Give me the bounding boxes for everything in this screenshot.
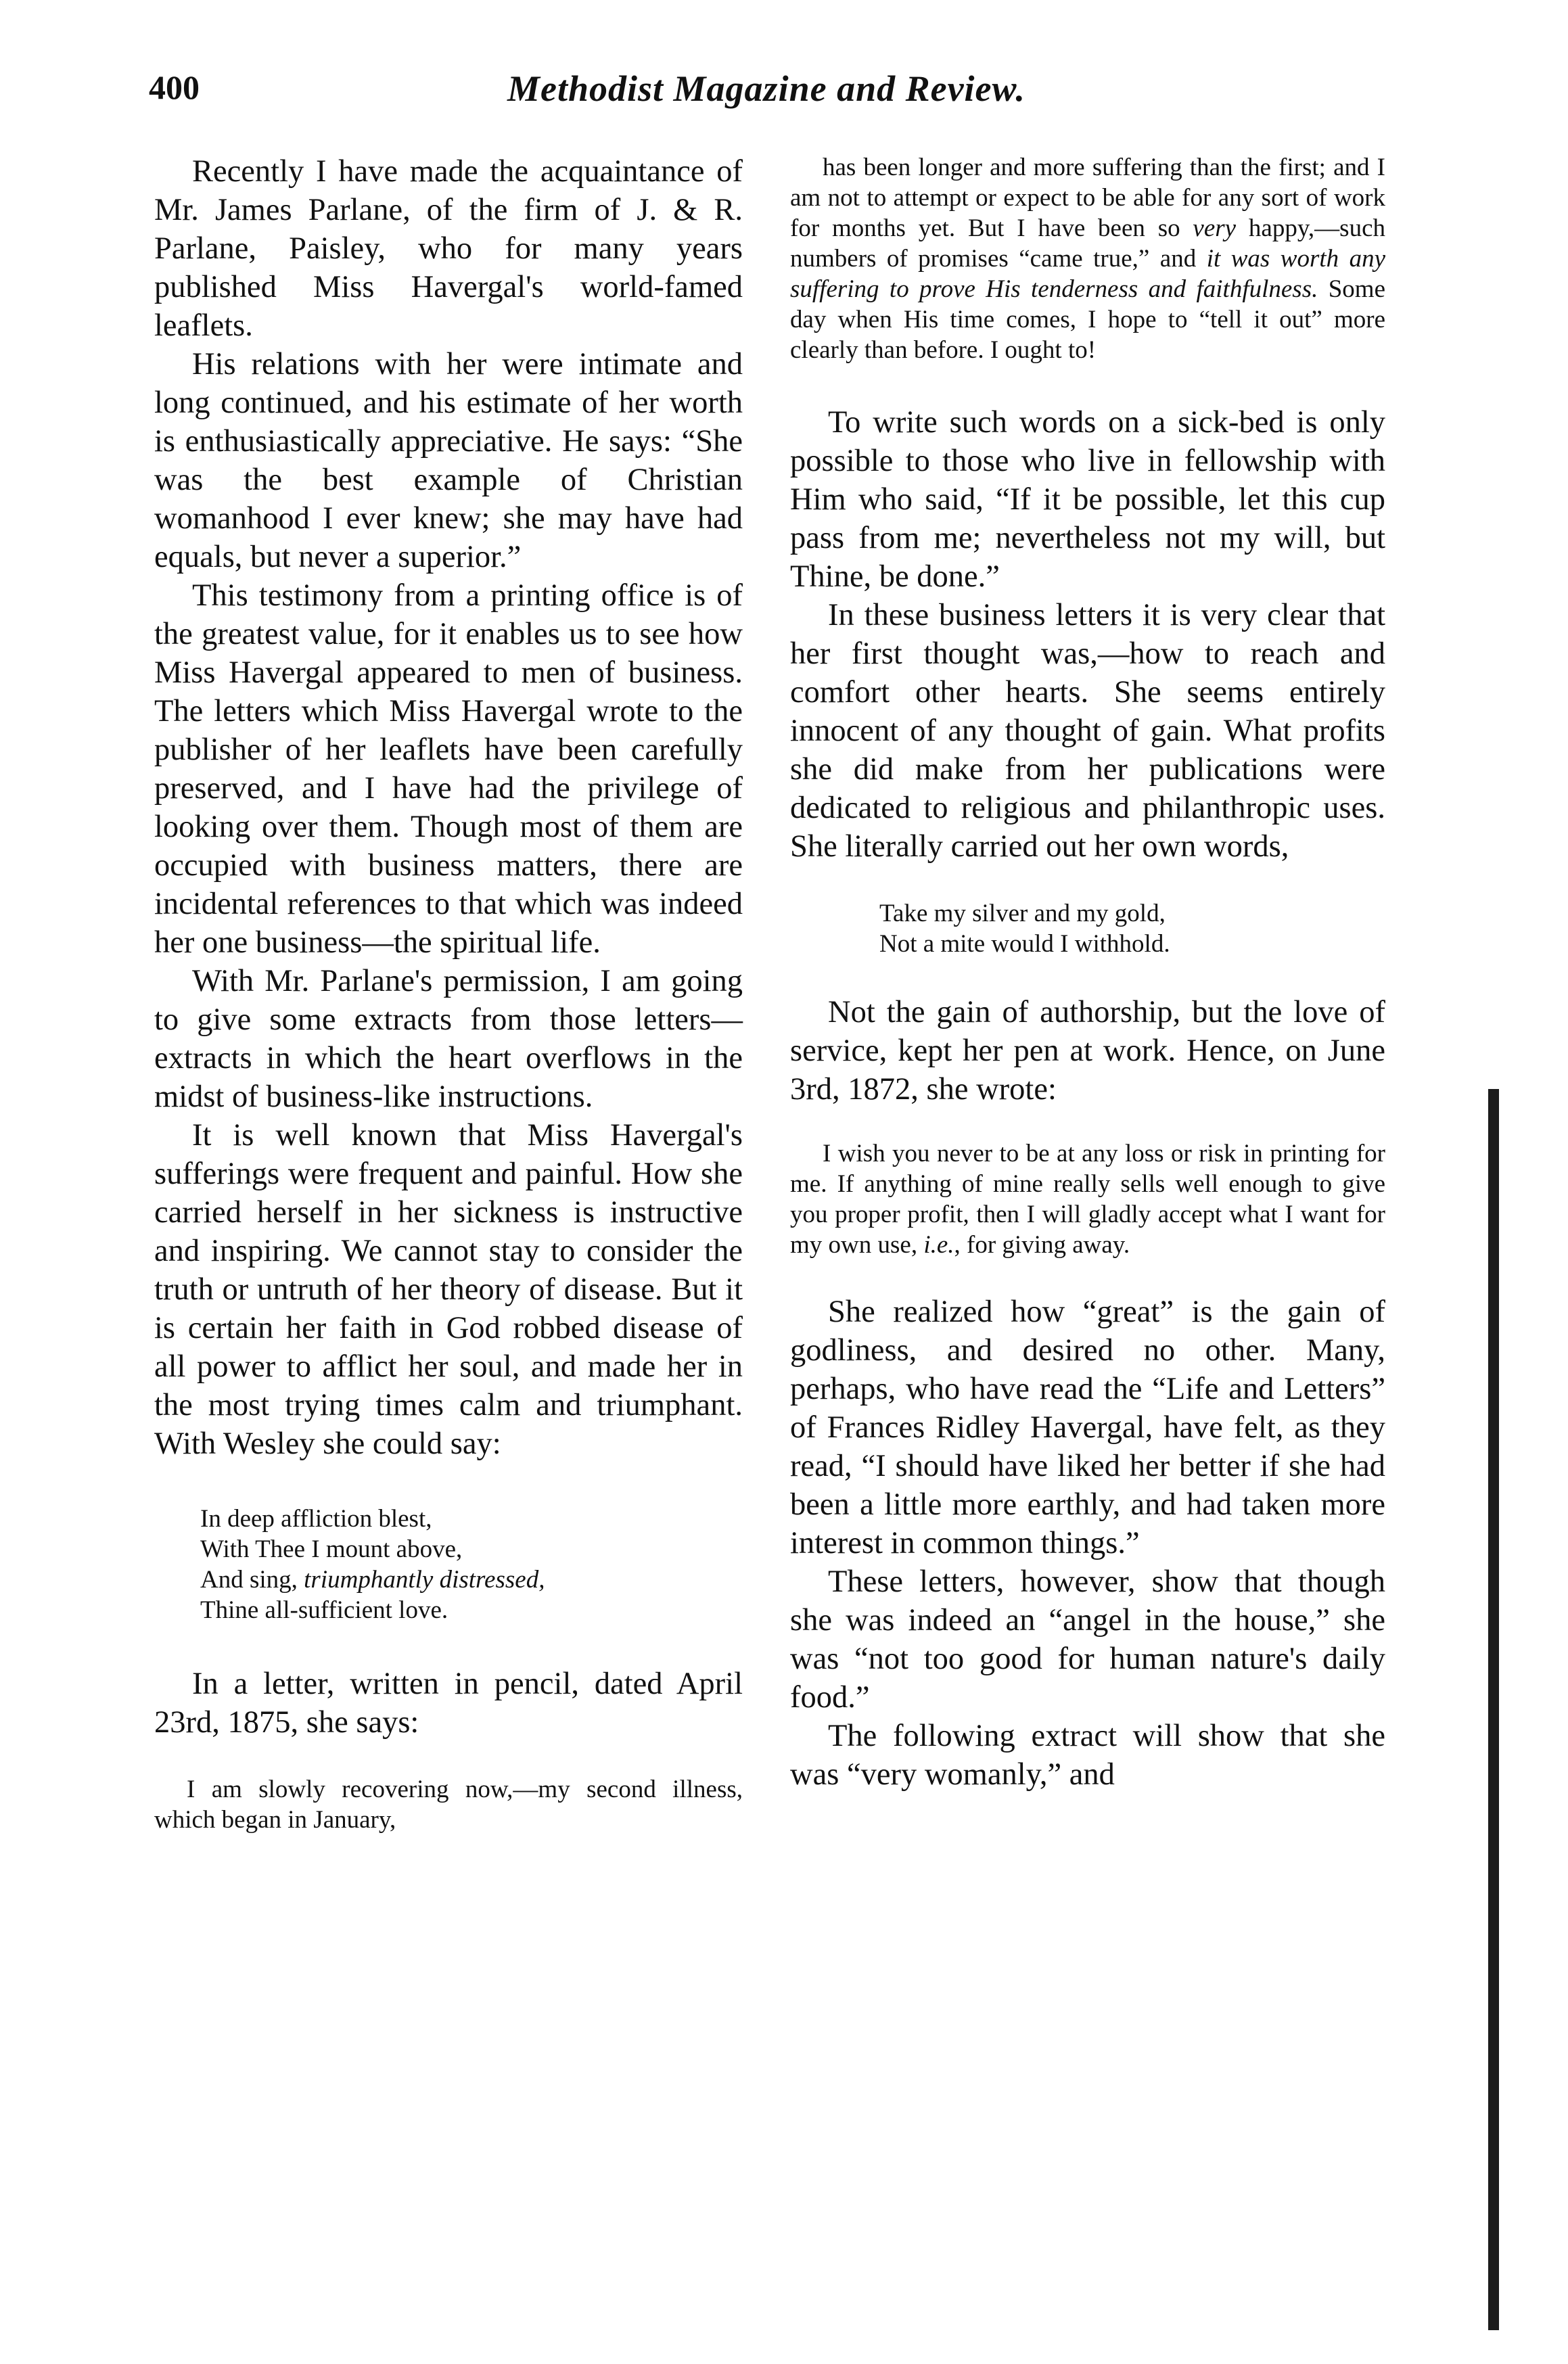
letter-extract: I am slowly recovering now,—my second illness, which began in January,: [154, 1776, 743, 1834]
letter-extract: [790, 1138, 1385, 1260]
paragraph: With Mr. Parlane's permission, I am going to give some extracts from those letters—extracts in which the heart overflows in the midst of business-like instructions.: [154, 964, 743, 1114]
paragraph: In these business letters it is very clear that her first thought was,—how to reach and comfort other hearts. She seems entirely innocent of any thought of gain. What profits she did make from her publications were dedicated to religious and philanthropic uses. She literally carried out her own words,: [790, 598, 1385, 864]
running-head: Methodist Magazine and Review.: [507, 68, 1026, 109]
margin-rule: [1488, 1089, 1499, 2330]
right-column: [790, 152, 1385, 1794]
verse-text: And sing,: [200, 1566, 304, 1594]
letter-italic-text: i.e.: [923, 1231, 954, 1259]
paragraph: The following extract will show that she was “very womanly,” and: [790, 1719, 1385, 1792]
verse-line: Take my silver and my gold,: [879, 900, 1166, 927]
letter-text: I wish you never to be at any loss or risk in printing for me. If anything of mine really sells well enough to give you proper profit, then I will gladly accept what I want for my own use,: [790, 1140, 1385, 1259]
paragraph: This testimony from a printing office is of the greatest value, for it enables us to see how Miss Havergal appeared to men of business. The letters which Miss Havergal wrote to the publisher of her leaflets have been carefully preserved, and I have had the privilege of looking over them. Though most of them are occupied with business matters, there are incidental references to that which was indeed her one business—the spiritual life.: [154, 578, 743, 960]
letter-text: Some day when His time comes, I hope to “tell it out” more clearly than before. I ought to!: [790, 275, 1385, 364]
paragraph: These letters, however, show that though she was indeed an “angel in the house,” she was “not too good for human nature's daily food.”: [790, 1565, 1385, 1715]
letter-text: , for giving away.: [954, 1231, 1130, 1259]
verse-italic-text: triumphantly distressed,: [304, 1566, 545, 1594]
letter-text: happy,—such numbers of promises “came true,” and: [790, 214, 1385, 273]
verse-quote: [879, 898, 1385, 959]
verse-quote: [200, 1504, 743, 1625]
verse-line: With Thee I mount above,: [200, 1535, 463, 1563]
page-header: [149, 68, 1109, 129]
paragraph: To write such words on a sick-bed is only possible to those who live in fellowship with Him who said, “If it be possible, let this cup pass from me; nevertheless not my will, but Thine, be done.”: [790, 405, 1385, 594]
verse-line: [200, 1565, 743, 1595]
letter-italic-text: very: [1193, 214, 1237, 242]
verse-line: Thine all-sufficient love.: [200, 1596, 448, 1624]
left-column: [154, 152, 743, 1835]
paragraph: Not the gain of authorship, but the love of service, kept her pen at work. Hence, on June 3rd, 1872, she wrote:: [790, 995, 1385, 1107]
paragraph: In a letter, written in pencil, dated April 23rd, 1875, she says:: [154, 1667, 743, 1740]
letter-italic-text: it was worth any suffering to prove His tenderness and faithfulness.: [790, 245, 1386, 303]
verse-line: Not a mite would I withhold.: [879, 930, 1170, 958]
letter-extract-continued: [790, 152, 1385, 365]
paragraph: It is well known that Miss Havergal's sufferings were frequent and painful. How she carried herself in her sickness is instructive and inspiring. We cannot stay to consider the truth or untruth of her theory of disease. But it is certain her faith in God robbed disease of all power to afflict her soul, and made her in the most trying times calm and triumphant. With Wesley she could say:: [154, 1118, 743, 1461]
paragraph: His relations with her were intimate and long continued, and his estimate of her worth is enthusiastically appreciative. He says: “She was the best example of Christian womanhood I ever knew; she may have had equals, but never a superior.”: [154, 347, 743, 574]
paragraph: Recently I have made the acquaintance of Mr. James Parlane, of the firm of J. & R. Parlane, Paisley, who for many years published Miss Havergal's world-famed leaflets.: [154, 154, 743, 343]
page-number: 400: [149, 68, 200, 106]
verse-line: In deep affliction blest,: [200, 1505, 432, 1533]
letter-text: has been longer and more suffering than the first; and I am not to attempt or expect to be able for any sort of work for months yet. But I have been so: [790, 154, 1385, 242]
paragraph: She realized how “great” is the gain of godliness, and desired no other. Many, perhaps, who have read the “Life and Letters” of Frances Ridley Havergal, have felt, as they read, “I should have liked her better if she had been a little more earthly, and had taken more interest in common things.”: [790, 1295, 1385, 1560]
